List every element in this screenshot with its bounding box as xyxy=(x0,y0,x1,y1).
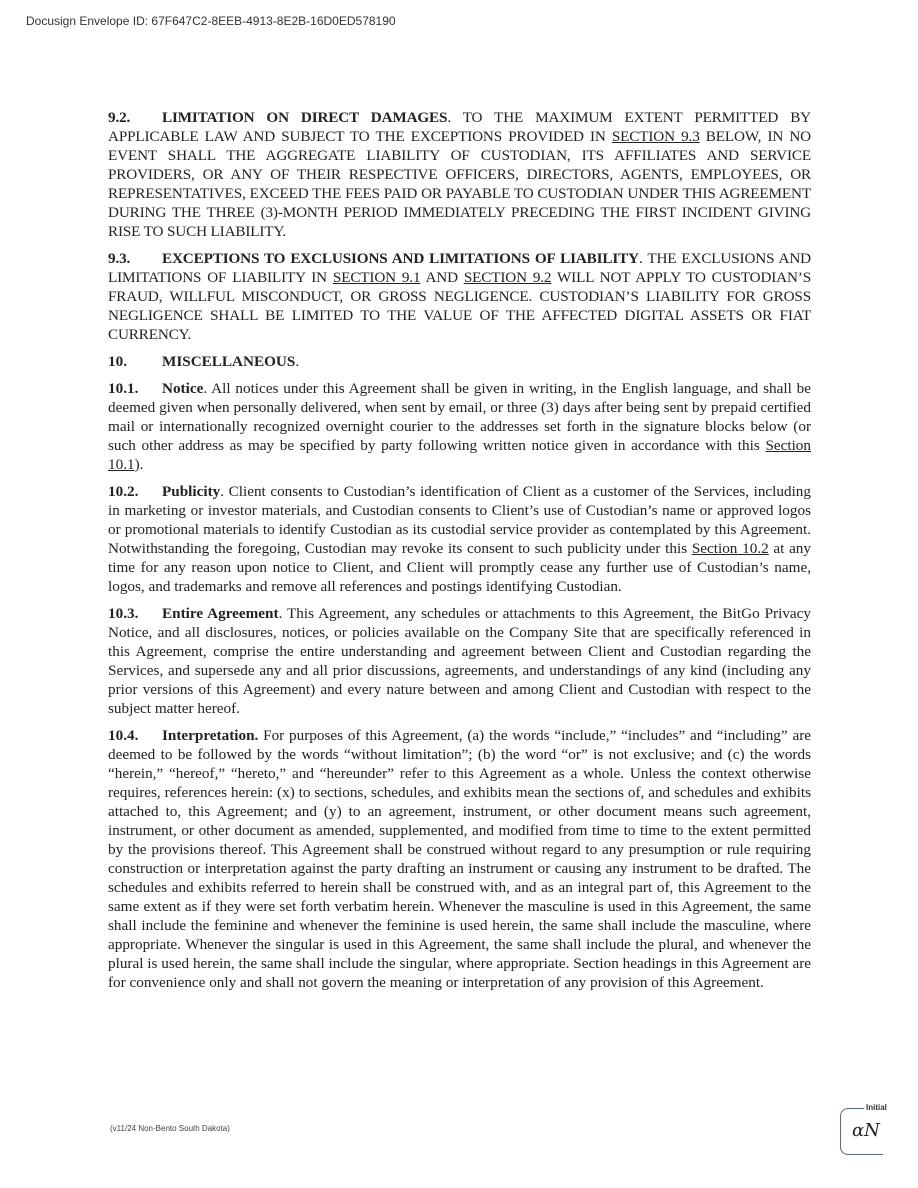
section-heading: Interpretation. xyxy=(162,727,259,744)
section-10-1 xyxy=(108,379,811,474)
section-text: WILL NOT APPLY TO CUSTODIAN’S FRAUD, WILLFUL MISCONDUCT, OR GROSS NEGLIGENCE. CUSTODIAN’S LIABILITY FOR GROSS NEGLIGENCE SHALL BE LIMITED TO THE VALUE OF THE AFFECTED DIGITAL ASSETS OR FIAT CURRENCY. xyxy=(108,269,812,343)
section-heading: LIMITATION ON DIRECT DAMAGES xyxy=(162,109,448,126)
section-10 xyxy=(108,352,811,371)
section-text: . xyxy=(295,353,300,370)
section-text: For purposes of this Agreement, (a) the words “include,” “includes” and “including” are deemed to be followed by the words “without limitation”; (b) the word “or” is not exclusive; and (c) the words “herein,” “hereof,” “hereto,” and “hereunder” refer to this Agreement as a whole. Unless the context otherwise requires, references herein: (x) to sections, schedules, and exhibits mean the sections of, and schedules and exhibits attached to, this Agreement; and (y) to an agreement, instrument, or other document means such agreement, instrument, or other document as amended, supplemented, and modified from time to time to the extent permitted by the provisions thereof. This Agreement shall be construed without regard to any presumption or rule requiring construction or interpretation against the party drafting an instrument or causing any instrument to be drafted. The schedules and exhibits referred to herein shall be construed with, and as an integral part of, this Agreement to the same extent as if they were set forth verbatim herein. Whenever the masculine is used in this Agreement, the same shall include the feminine and whenever the feminine is used herein, the same shall include the masculine, where appropriate. Whenever the singular is used in this Agreement, the same shall include the plural, and whenever the plural is used herein, the same shall include the singular, where appropriate. Section headings in this Agreement are for convenience only and shall not govern the meaning or interpretation of any provision of this Agreement. xyxy=(108,727,811,991)
section-text: . THE EXCLUSIONS AND LIMITATIONS OF LIABILITY IN xyxy=(108,250,811,286)
section-9-2-link[interactable]: SECTION 9.2 xyxy=(463,269,552,286)
section-text: BELOW, IN NO EVENT SHALL THE AGGREGATE LIABILITY OF CUSTODIAN, ITS AFFILIATES AND SERVICE PROVIDERS, OR ANY OF THEIR RESPECTIVE OFFICERS, DIRECTORS, AGENTS, EMPLOYEES, OR REPRESENTATIVES, EXCEED THE FEES PAID OR PAYABLE TO CUSTODIAN UNDER THIS AGREEMENT DURING THE THREE (3)-MONTH PERIOD IMMEDIATELY PRECEDING THE FIRST INCIDENT GIVING RISE TO SUCH LIABILITY. xyxy=(108,128,811,240)
section-number: 10.4. xyxy=(108,727,139,744)
section-text: . This Agreement, any schedules or attachments to this Agreement, the BitGo Privacy Notice, and all disclosures, notices, or policies available on the Company Site that are specifically referenced in this Agreement, comprise the entire understanding and agreement between Client and Custodian regarding the Services, and supersede any and all prior discussions, agreements, and understandings of any kind (including any prior versions of this Agreement) and every nature between and among Client and Custodian with respect to the subject matter hereof. xyxy=(108,605,811,717)
section-9-1-link[interactable]: SECTION 9.1 xyxy=(332,269,421,286)
section-text: at any time for any reason upon notice to Client, and Client will promptly cease any further use of Custodian’s name, logos, and trademarks and remove all references and postings identifying Custodian. xyxy=(108,540,811,595)
section-heading: EXCEPTIONS TO EXCLUSIONS AND LIMITATIONS OF LIABILITY xyxy=(162,250,639,267)
envelope-id: Docusign Envelope ID: 67F647C2-8EEB-4913-8E2B-16D0ED578190 xyxy=(26,14,396,28)
section-heading: Publicity xyxy=(162,483,221,500)
section-10-4 xyxy=(108,726,811,992)
initial-label: Initial xyxy=(866,1103,887,1112)
section-10-2-link[interactable]: Section 10.2 xyxy=(691,540,769,557)
section-number: 10. xyxy=(108,353,127,370)
section-10-1-link[interactable]: Section 10.1 xyxy=(108,437,811,473)
section-10-2 xyxy=(108,482,811,596)
section-text: . Client consents to Custodian’s identification of Client as a customer of the Services, including in marketing or investor materials, and Custodian consents to Client’s use of Custodian’s name or approved logos or promotional materials to identify Custodian as its custodial service provider as contemplated by this Agreement. Notwithstanding the foregoing, Custodian may revoke its consent to such publicity under this xyxy=(108,483,811,557)
footer-version: (v11/24 Non-Bento South Dakota) xyxy=(110,1124,230,1133)
section-9-2 xyxy=(108,108,811,241)
section-number: 9.2. xyxy=(108,109,131,126)
section-10-3 xyxy=(108,604,811,718)
section-number: 9.3. xyxy=(108,250,131,267)
initial-signature: ɑN xyxy=(852,1120,880,1141)
section-text: AND xyxy=(420,269,464,286)
section-number: 10.3. xyxy=(108,605,139,622)
section-heading: Entire Agreement xyxy=(162,605,279,622)
section-text: ). xyxy=(134,456,144,473)
section-text: . All notices under this Agreement shall be given in writing, in the English language, and shall be deemed given when personally delivered, when sent by email, or three (3) days after being sent by prepaid certified mail or internationally recognized overnight courier to the addresses set forth in the signature blocks below (or such other address as may be specified by party following written notice given in accordance with this xyxy=(108,380,811,454)
section-number: 10.1. xyxy=(108,380,139,397)
section-9-3 xyxy=(108,249,811,344)
section-9-3-link[interactable]: SECTION 9.3 xyxy=(611,128,700,145)
section-number: 10.2. xyxy=(108,483,139,500)
section-text: . TO THE MAXIMUM EXTENT PERMITTED BY APPLICABLE LAW AND SUBJECT TO THE EXCEPTIONS PROVIDED IN xyxy=(108,109,811,145)
section-heading: MISCELLANEOUS xyxy=(162,353,296,370)
document-body xyxy=(108,108,811,1000)
section-heading: Notice xyxy=(162,380,204,397)
